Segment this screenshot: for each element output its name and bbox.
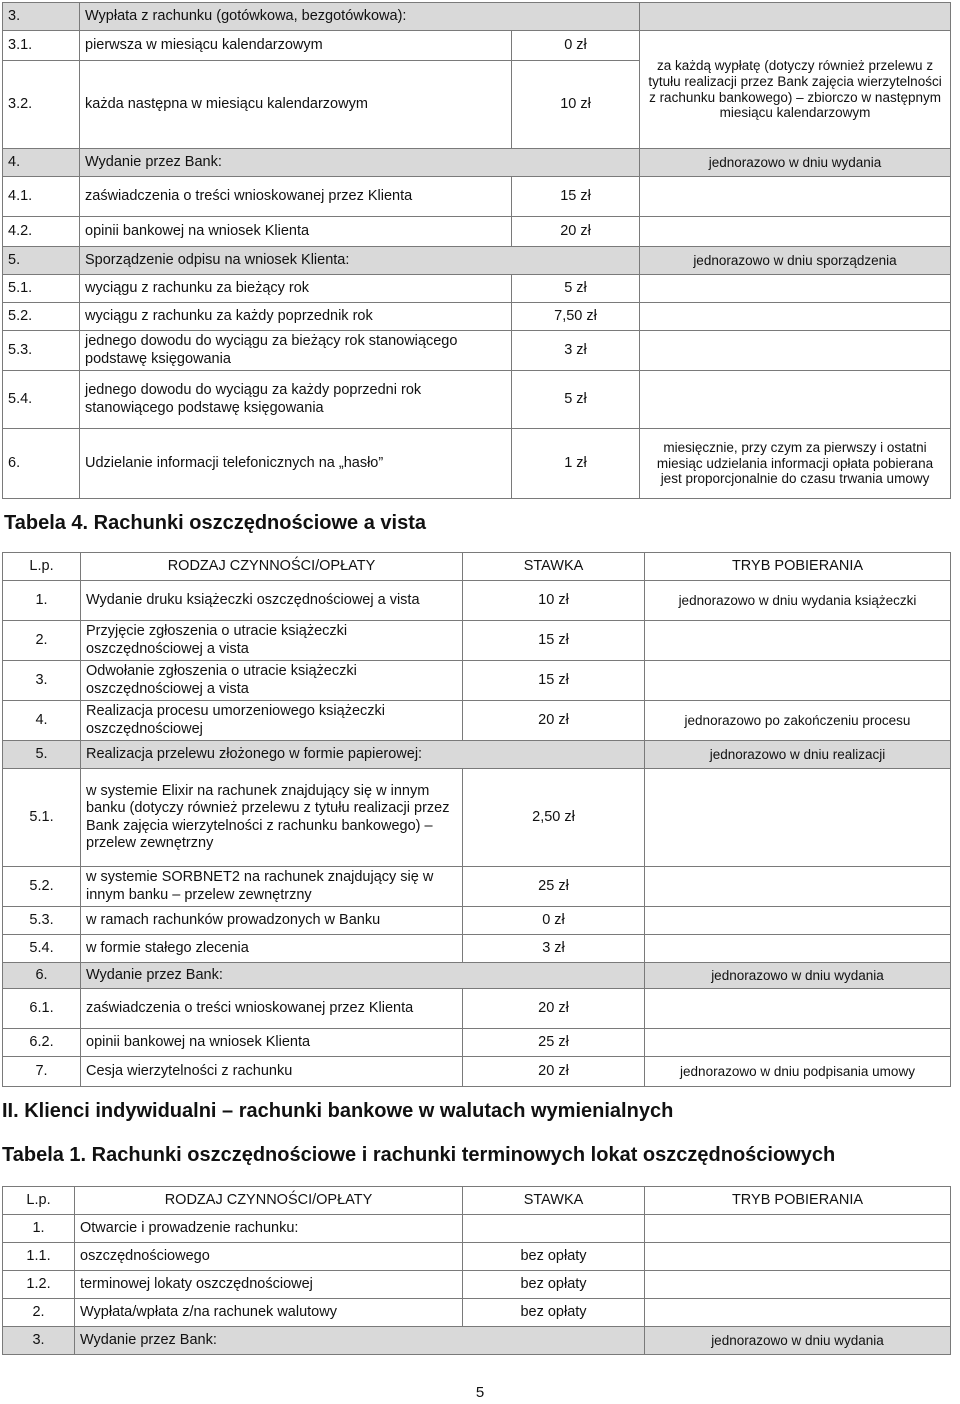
page-number: 5 bbox=[475, 1384, 485, 1401]
row-number: 4. bbox=[3, 149, 80, 177]
row-rate: 7,50 zł bbox=[512, 303, 640, 331]
row-number: 5.4. bbox=[3, 371, 80, 429]
table-row bbox=[3, 303, 951, 331]
row-rate: 3 zł bbox=[463, 935, 645, 963]
row-label: Realizacja procesu umorzeniowego książeczki oszczędnościowej bbox=[81, 701, 463, 741]
row-label: Wydanie przez Bank: bbox=[80, 149, 640, 177]
row-label: w formie stałego zlecenia bbox=[81, 935, 463, 963]
row-label: Otwarcie i prowadzenie rachunku: bbox=[75, 1215, 463, 1243]
row-label: jednego dowodu do wyciągu za każdy poprzedni rok stanowiącego podstawę księgowania bbox=[80, 371, 512, 429]
row-mode: jednorazowo w dniu wydania książeczki bbox=[645, 581, 951, 621]
row-label: opinii bankowej na wniosek Klienta bbox=[81, 1029, 463, 1057]
row-number: 1. bbox=[3, 581, 81, 621]
column-header-lp: L.p. bbox=[3, 553, 81, 581]
table-header-row bbox=[3, 553, 951, 581]
table-row bbox=[3, 1327, 951, 1355]
row-rate: 10 zł bbox=[512, 61, 640, 149]
table-row bbox=[3, 963, 951, 989]
row-number: 6. bbox=[3, 963, 81, 989]
row-label: Realizacja przelewu złożonego w formie papierowej: bbox=[81, 741, 645, 769]
row-label: oszczędnościowego bbox=[75, 1243, 463, 1271]
row-label: w ramach rachunków prowadzonych w Banku bbox=[81, 907, 463, 935]
row-rate: 15 zł bbox=[512, 177, 640, 217]
table-row bbox=[3, 331, 951, 371]
row-rate: 25 zł bbox=[463, 867, 645, 907]
table-row bbox=[3, 661, 951, 701]
row-rate: 15 zł bbox=[463, 621, 645, 661]
table-row bbox=[3, 1029, 951, 1057]
table-title: Tabela 1. Rachunki oszczędnościowe i rachunki terminowych lokat oszczędnościowych bbox=[2, 1144, 836, 1166]
table-title: Tabela 4. Rachunki oszczędnościowe a vista bbox=[4, 512, 427, 534]
row-rate: 20 zł bbox=[463, 1057, 645, 1087]
fee-table-currency-savings bbox=[2, 1186, 951, 1355]
column-header-rate: STAWKA bbox=[463, 553, 645, 581]
row-label: Udzielanie informacji telefonicznych na „hasło” bbox=[80, 429, 512, 499]
row-number: 5.4. bbox=[3, 935, 81, 963]
row-label: Sporządzenie odpisu na wniosek Klienta: bbox=[80, 247, 640, 275]
table-row bbox=[3, 741, 951, 769]
row-label: każda następna w miesiącu kalendarzowym bbox=[80, 61, 512, 149]
row-number: 1.2. bbox=[3, 1271, 75, 1299]
table-row bbox=[3, 621, 951, 661]
table-row bbox=[3, 247, 951, 275]
table-row bbox=[3, 149, 951, 177]
row-rate: 1 zł bbox=[512, 429, 640, 499]
table-row bbox=[3, 769, 951, 867]
row-number: 7. bbox=[3, 1057, 81, 1087]
row-number: 2. bbox=[3, 621, 81, 661]
row-number: 5.3. bbox=[3, 331, 80, 371]
row-label: wyciągu z rachunku za bieżący rok bbox=[80, 275, 512, 303]
row-rate: 5 zł bbox=[512, 371, 640, 429]
row-mode: jednorazowo w dniu podpisania umowy bbox=[645, 1057, 951, 1087]
row-mode: jednorazowo w dniu wydania bbox=[645, 963, 951, 989]
row-rate: 25 zł bbox=[463, 1029, 645, 1057]
row-number: 6.2. bbox=[3, 1029, 81, 1057]
column-header-lp: L.p. bbox=[3, 1187, 75, 1215]
row-label: pierwsza w miesiącu kalendarzowym bbox=[80, 31, 512, 61]
row-label: w systemie SORBNET2 na rachunek znajdujący się w innym banku – przelew zewnętrzny bbox=[81, 867, 463, 907]
table-row bbox=[3, 31, 951, 61]
row-number: 3.2. bbox=[3, 61, 80, 149]
column-header-type: RODZAJ CZYNNOŚCI/OPŁATY bbox=[75, 1187, 463, 1215]
row-number: 6.1. bbox=[3, 989, 81, 1029]
row-label: Wydanie druku książeczki oszczędnościowej a vista bbox=[81, 581, 463, 621]
row-label: w systemie Elixir na rachunek znajdujący się w innym banku (dotyczy również przelewu z tytułu realizacji przez Bank zajęcia wierzytelności z rachunku bankowego) – przelew zewnętrzny bbox=[81, 769, 463, 867]
row-number: 5. bbox=[3, 247, 80, 275]
table-row bbox=[3, 1215, 951, 1243]
row-number: 6. bbox=[3, 429, 80, 499]
row-rate: 0 zł bbox=[463, 907, 645, 935]
row-label: zaświadczenia o treści wnioskowanej przez Klienta bbox=[80, 177, 512, 217]
table-row bbox=[3, 907, 951, 935]
row-rate: 2,50 zł bbox=[463, 769, 645, 867]
row-label: Wypłata z rachunku (gotówkowa, bezgotówkowa): bbox=[80, 3, 640, 31]
row-number: 2. bbox=[3, 1299, 75, 1327]
row-rate: 5 zł bbox=[512, 275, 640, 303]
row-number: 4.1. bbox=[3, 177, 80, 217]
row-number: 3. bbox=[3, 3, 80, 31]
column-header-mode: TRYB POBIERANIA bbox=[645, 553, 951, 581]
row-rate: 20 zł bbox=[463, 989, 645, 1029]
table-header-row bbox=[3, 1187, 951, 1215]
row-rate: bez opłaty bbox=[463, 1271, 645, 1299]
row-number: 5. bbox=[3, 741, 81, 769]
row-number: 3. bbox=[3, 661, 81, 701]
row-mode: jednorazowo w dniu wydania bbox=[640, 149, 951, 177]
row-number: 5.1. bbox=[3, 769, 81, 867]
row-number: 5.3. bbox=[3, 907, 81, 935]
row-mode: jednorazowo w dniu sporządzenia bbox=[640, 247, 951, 275]
row-mode: miesięcznie, przy czym za pierwszy i ostatni miesiąc udzielania informacji opłata pobierana jest proporcjonalnie do czasu trwania umowy bbox=[640, 429, 951, 499]
row-label: wyciągu z rachunku za każdy poprzednik rok bbox=[80, 303, 512, 331]
row-label: Wydanie przez Bank: bbox=[75, 1327, 645, 1355]
row-label: Wydanie przez Bank: bbox=[81, 963, 645, 989]
table-row bbox=[3, 935, 951, 963]
row-mode: jednorazowo w dniu wydania bbox=[645, 1327, 951, 1355]
table-row bbox=[3, 1271, 951, 1299]
row-number: 1.1. bbox=[3, 1243, 75, 1271]
row-label: Cesja wierzytelności z rachunku bbox=[81, 1057, 463, 1087]
row-label: Wypłata/wpłata z/na rachunek walutowy bbox=[75, 1299, 463, 1327]
table-row bbox=[3, 701, 951, 741]
table-row bbox=[3, 1243, 951, 1271]
row-mode: jednorazowo po zakończeniu procesu bbox=[645, 701, 951, 741]
column-header-rate: STAWKA bbox=[463, 1187, 645, 1215]
table-row bbox=[3, 1299, 951, 1327]
table-row bbox=[3, 581, 951, 621]
row-label: zaświadczenia o treści wnioskowanej przez Klienta bbox=[81, 989, 463, 1029]
row-rate: 15 zł bbox=[463, 661, 645, 701]
row-label: Przyjęcie zgłoszenia o utracie książeczki oszczędnościowej a vista bbox=[81, 621, 463, 661]
column-header-type: RODZAJ CZYNNOŚCI/OPŁATY bbox=[81, 553, 463, 581]
fee-table-continued bbox=[2, 2, 951, 499]
fee-table-a-vista bbox=[2, 552, 951, 1087]
column-header-mode: TRYB POBIERANIA bbox=[645, 1187, 951, 1215]
table-row bbox=[3, 3, 951, 31]
row-label: opinii bankowej na wniosek Klienta bbox=[80, 217, 512, 247]
table-row bbox=[3, 371, 951, 429]
row-number: 5.2. bbox=[3, 303, 80, 331]
row-rate: 20 zł bbox=[512, 217, 640, 247]
row-rate: 0 zł bbox=[512, 31, 640, 61]
row-mode-note: za każdą wypłatę (dotyczy również przelewu z tytułu realizacji przez Bank zajęcia wierzytelności z rachunku bankowego) – zbiorczo w następnym miesiącu kalendarzowym bbox=[640, 31, 951, 149]
table-row bbox=[3, 429, 951, 499]
table-row bbox=[3, 217, 951, 247]
row-rate: 10 zł bbox=[463, 581, 645, 621]
row-mode: jednorazowo w dniu realizacji bbox=[645, 741, 951, 769]
row-rate: bez opłaty bbox=[463, 1299, 645, 1327]
row-number: 3. bbox=[3, 1327, 75, 1355]
table-row bbox=[3, 989, 951, 1029]
table-row bbox=[3, 275, 951, 303]
row-number: 3.1. bbox=[3, 31, 80, 61]
row-number: 5.2. bbox=[3, 867, 81, 907]
table-row bbox=[3, 1057, 951, 1087]
row-rate: bez opłaty bbox=[463, 1243, 645, 1271]
table-row bbox=[3, 867, 951, 907]
row-label: jednego dowodu do wyciągu za bieżący rok stanowiącego podstawę księgowania bbox=[80, 331, 512, 371]
row-rate: 20 zł bbox=[463, 701, 645, 741]
row-label: Odwołanie zgłoszenia o utracie książeczki oszczędnościowej a vista bbox=[81, 661, 463, 701]
row-number: 1. bbox=[3, 1215, 75, 1243]
row-rate: 3 zł bbox=[512, 331, 640, 371]
row-number: 4.2. bbox=[3, 217, 80, 247]
section-title: II. Klienci indywidualni – rachunki bankowe w walutach wymienialnych bbox=[2, 1100, 674, 1122]
row-number: 5.1. bbox=[3, 275, 80, 303]
table-row bbox=[3, 177, 951, 217]
row-label: terminowej lokaty oszczędnościowej bbox=[75, 1271, 463, 1299]
row-number: 4. bbox=[3, 701, 81, 741]
